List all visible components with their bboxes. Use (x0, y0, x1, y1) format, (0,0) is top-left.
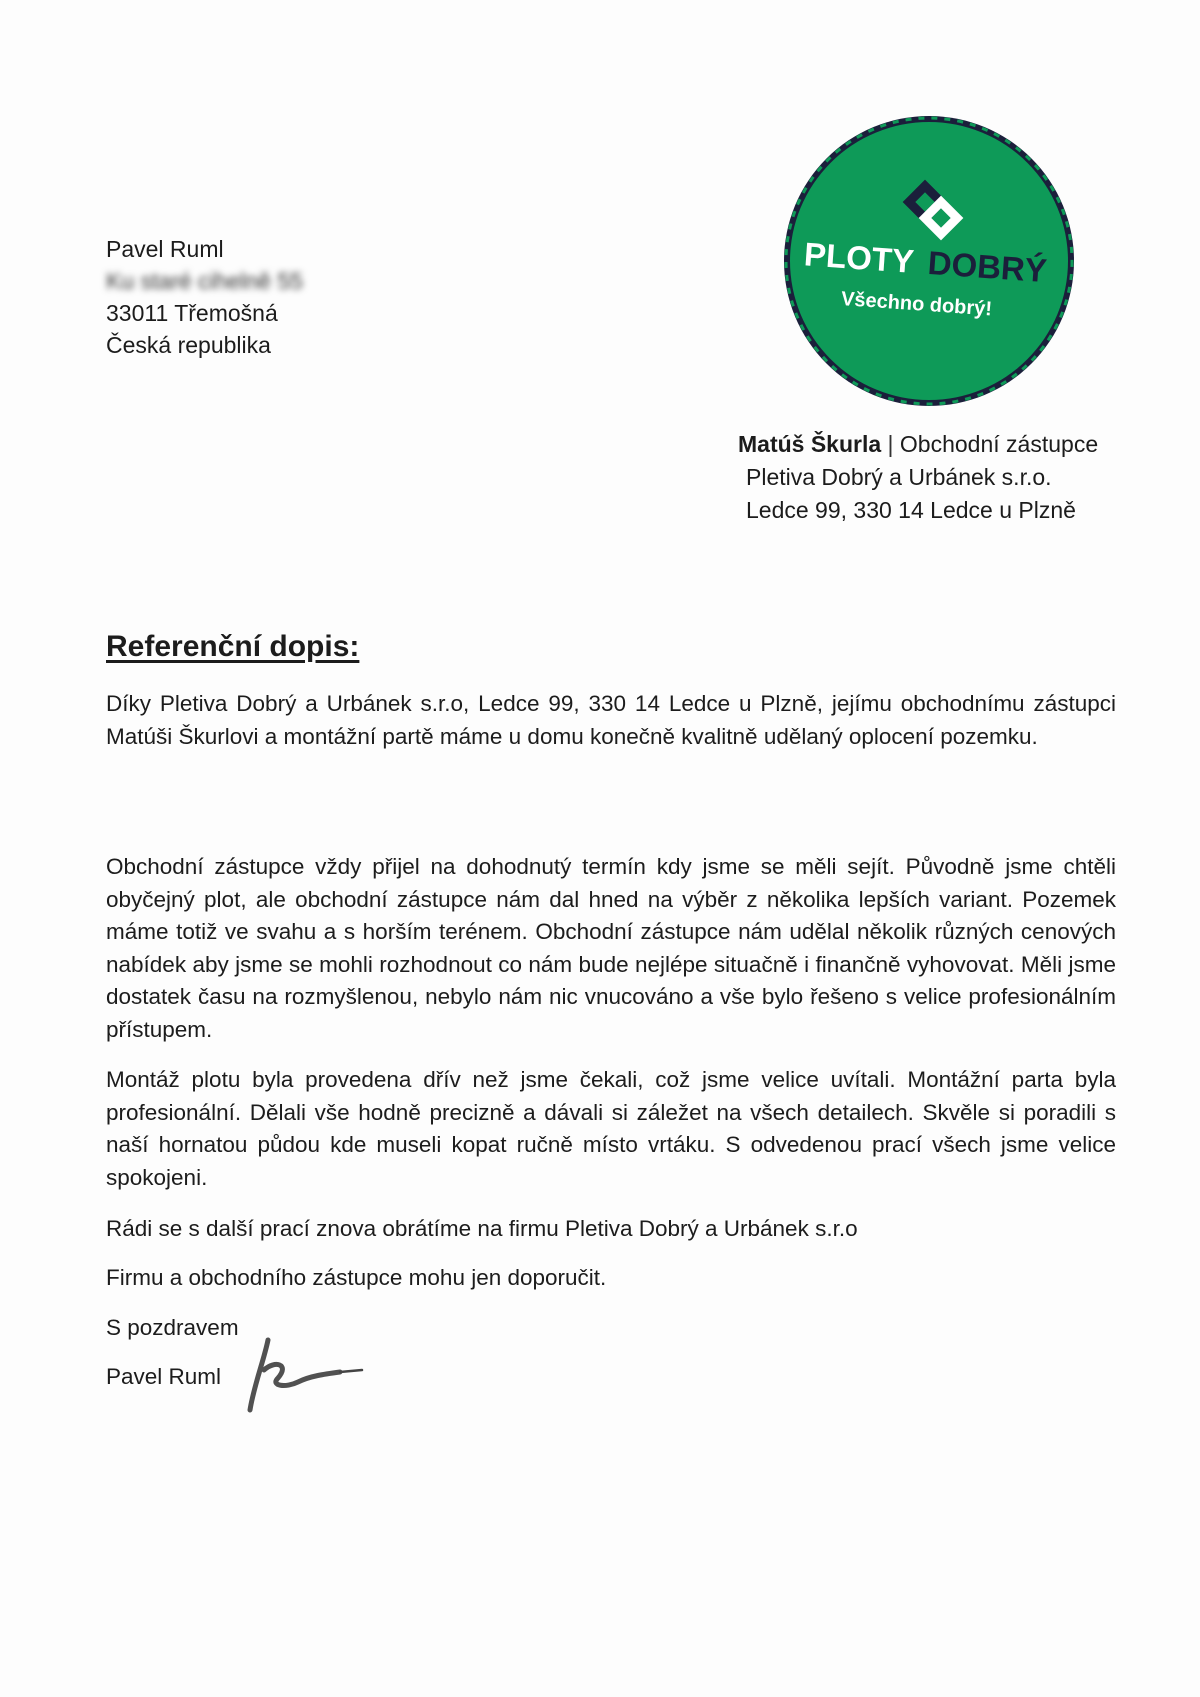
letter-paragraph-5: Firmu a obchodního zástupce mohu jen doporučit. (106, 1265, 607, 1290)
handwritten-signature (240, 1330, 370, 1420)
agent-name: Matúš Škurla (738, 431, 882, 457)
letter-paragraph-4: Rádi se s další prací znova obrátíme na firmu Pletiva Dobrý a Urbánek s.r.o (106, 1216, 858, 1241)
ploty-dobry-logo (782, 114, 1076, 408)
agent-separator: | (887, 431, 894, 457)
agent-role: Obchodní zástupce (899, 431, 1099, 457)
sales-representative-block (738, 428, 1098, 527)
sender-city: 33011 Třemošná (106, 300, 278, 326)
letter-closing: S pozdravem (106, 1315, 239, 1340)
letter-paragraph-1: Díky Pletiva Dobrý a Urbánek s.r.o, Ledce 99, 330 14 Ledce u Plzně, jejímu obchodnímu zástupci Matúši Škurlovi a montážní partě máme u domu konečně kvalitně udělaný oplocení pozemku. (106, 691, 1116, 749)
sender-address (106, 233, 303, 361)
letter-signature-name: Pavel Ruml (106, 1364, 222, 1389)
logo-tagline: Všechno dobrý! (840, 287, 993, 321)
sender-name: Pavel Ruml (106, 236, 224, 262)
letter-paragraph-3: Montáž plotu byla provedena dřív než jsme čekali, což jsme velice uvítali. Montážní parta byla profesionální. Dělali vše hodně precizně a dávali si záležet na všech detailech. Skvěle si poradili s naší hornatou půdou kde museli kopat ručně místo vrtáku. S odvedenou prací všech jsme velice spokojeni. (106, 1067, 1116, 1190)
sender-country: Česká republika (106, 332, 271, 358)
logo-word-ploty: PLOTY (802, 235, 916, 280)
letter-paragraph-2: Obchodní zástupce vždy přijel na dohodnutý termín kdy jsme se měli sejít. Původně jsme chtěli obyčejný plot, ale obchodní zástupce nám dal hned na výběr z několika lepších variant. Pozemek máme totiž ve svahu a s horším terénem. Obchodní zástupce nám udělal několik různých cenových nabídek aby jsme se mohli rozhodnout co nám bude nejlépe situačně i finančně vyhovovat. Měli jsme dostatek času na rozmyšlenou, nebylo nám nic vnucováno a vše bylo řešeno s velice profesionálním přístupem. (106, 854, 1116, 1042)
agent-company: Pletiva Dobrý a Urbánek s.r.o. (746, 464, 1052, 490)
letter-title: Referenční dopis: (106, 630, 360, 663)
sender-street: Ku staré cihelně 55 (106, 268, 303, 294)
logo-word-dobry: DOBRÝ (926, 243, 1049, 290)
agent-address: Ledce 99, 330 14 Ledce u Plzně (746, 497, 1076, 523)
